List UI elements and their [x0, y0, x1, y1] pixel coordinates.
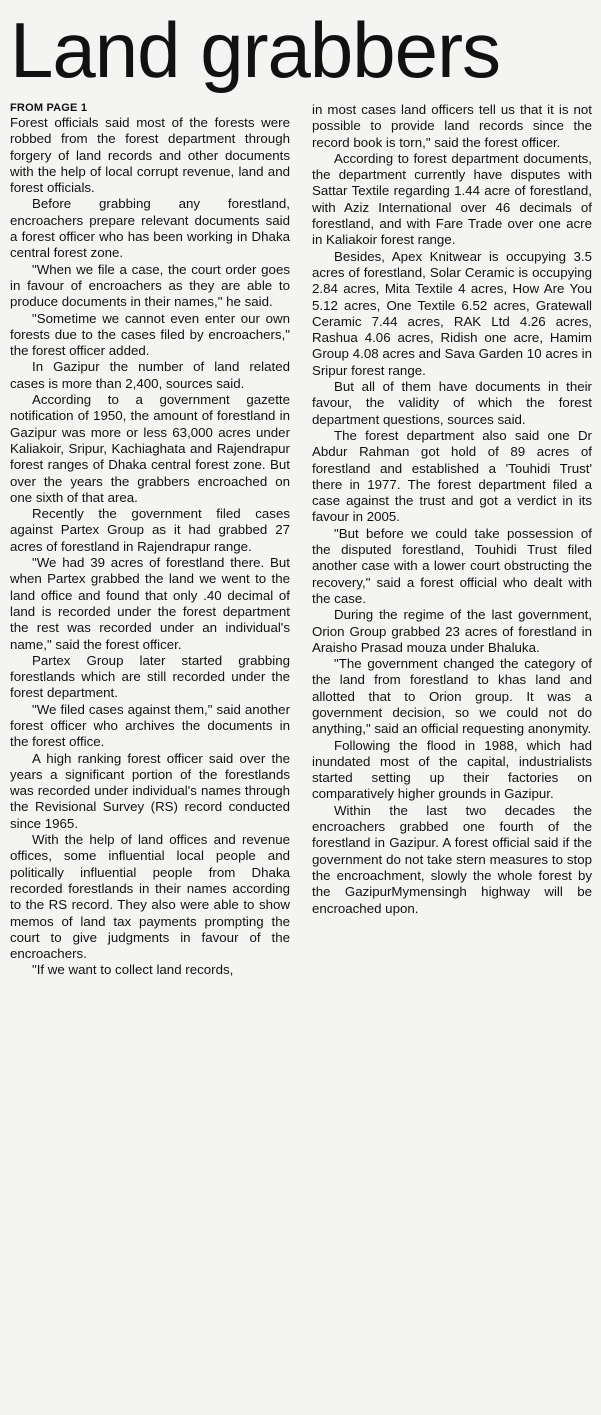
column-left: [10, 102, 290, 979]
paragraph: in most cases land officers tell us that it is not possible to provide land records since the record book is torn," said the forest officer.: [312, 102, 592, 150]
paragraph: According to forest department documents, the department currently have disputes with Sattar Textile regarding 1.44 acre of forestland, with Aziz International over 46 decimals of forestland, and with Fare Trade over one acre in Kaliakoir forest range.: [312, 150, 592, 248]
column-right: [312, 102, 592, 979]
paragraph: Besides, Apex Knitwear is occupying 3.5 acres of forestland, Solar Ceramic is occupying 2.84 acres, Mita Textile 4 acres, How Are You 5.12 acres, One Textile 6.52 acres, Gratewall Ceramic 7.44 acres, RAK Ltd 4.26 acres, Rashua 4.06 acres, Ridish one acre, Hamim Group 4.08 acres and Sava Garden 10 acres in Sripur forest range.: [312, 248, 592, 378]
paragraph: In Gazipur the number of land related cases is more than 2,400, sources said.: [10, 359, 290, 391]
paragraph: Following the flood in 1988, which had inundated most of the capital, industrialists started setting up their factories on comparatively higher grounds in Gazipur.: [312, 737, 592, 802]
article-body: [10, 102, 592, 979]
paragraph: "We filed cases against them," said another forest officer who archives the documents in the forest office.: [10, 701, 290, 750]
paragraph: According to a government gazette notification of 1950, the amount of forestland in Gazipur was more or less 63,000 acres under Kaliakoir, Sripur, Kachiaghata and Rajendrapur forest ranges of Dhaka central forest zone. But over the years the grabbers encroached on one sixth of that area.: [10, 392, 290, 505]
paragraph: Before grabbing any forestland, encroachers prepare relevant documents said a forest officer who has been working in Dhaka central forest zone.: [10, 196, 290, 261]
kicker: FROM PAGE 1: [10, 102, 88, 114]
paragraph: "We had 39 acres of forestland there. But when Partex grabbed the land we went to the land office and found that only .40 decimal of land is recorded under the forest department the rest was recorded under an individual's name," said the forest officer.: [10, 555, 290, 652]
paragraph: But all of them have documents in their favour, the validity of which the forest department questions, sources said.: [312, 379, 592, 427]
paragraph: "If we want to collect land records,: [32, 962, 234, 978]
paragraph: The forest department also said one Dr Abdur Rahman got hold of 89 acres of forestland and established a 'Touhidi Trust' there in 1977. The forest department filed a case against the trust and got a verdict in its favour in 2005.: [312, 427, 592, 525]
paragraph: A high ranking forest officer said over the years a significant portion of the forestlands was recorded under individual's names through the Revisional Survey (RS) record conducted since 1965.: [10, 750, 290, 831]
paragraph: Forest officials said most of the forests were robbed from the forest department through forgery of land records and other documents with the help of local corrupt revenue, land and forest officials.: [10, 115, 290, 196]
paragraph: With the help of land offices and revenue offices, some influential local people and politically influential people from Dhaka recorded forestlands in their names according to the RS record. They also were able to show memos of land tax payments prompting the court to give judgments in favour of the encroachers.: [10, 832, 290, 962]
paragraph: "Sometime we cannot even enter our own forests due to the cases filed by encroachers," the forest officer added.: [10, 310, 290, 359]
paragraph: Recently the government filed cases against Partex Group as it had grabbed 27 acres of forestland in Rajendrapur range.: [10, 506, 290, 554]
paragraph: Partex Group later started grabbing forestlands which are still recorded under the forest department.: [10, 652, 290, 701]
paragraph: "When we file a case, the court order goes in favour of encroachers as they are able to produce documents in their names," he said.: [10, 261, 290, 310]
paragraph: "But before we could take possession of the disputed forestland, Touhidi Trust filed another case with a lower court obstructing the recovery," said a forest official who dealt with the case.: [312, 525, 592, 606]
paragraph: "The government changed the category of the land from forestland to khas land and allotted that to Orion group. It was a government decision, so we could not do anything," said an official requesting anonymity.: [312, 656, 592, 737]
paragraph: Within the last two decades the encroachers grabbed one fourth of the forestland in Gazipur. A forest official said if the government do not take stern measures to stop the encroachment, slowly the whole forest by the GazipurMymensingh highway will be encroached upon.: [312, 802, 592, 916]
paragraph: During the regime of the last government, Orion Group grabbed 23 acres of forestland in Araisho Prasad mouza under Bhaluka.: [312, 607, 592, 655]
headline: Land grabbers: [10, 6, 501, 94]
